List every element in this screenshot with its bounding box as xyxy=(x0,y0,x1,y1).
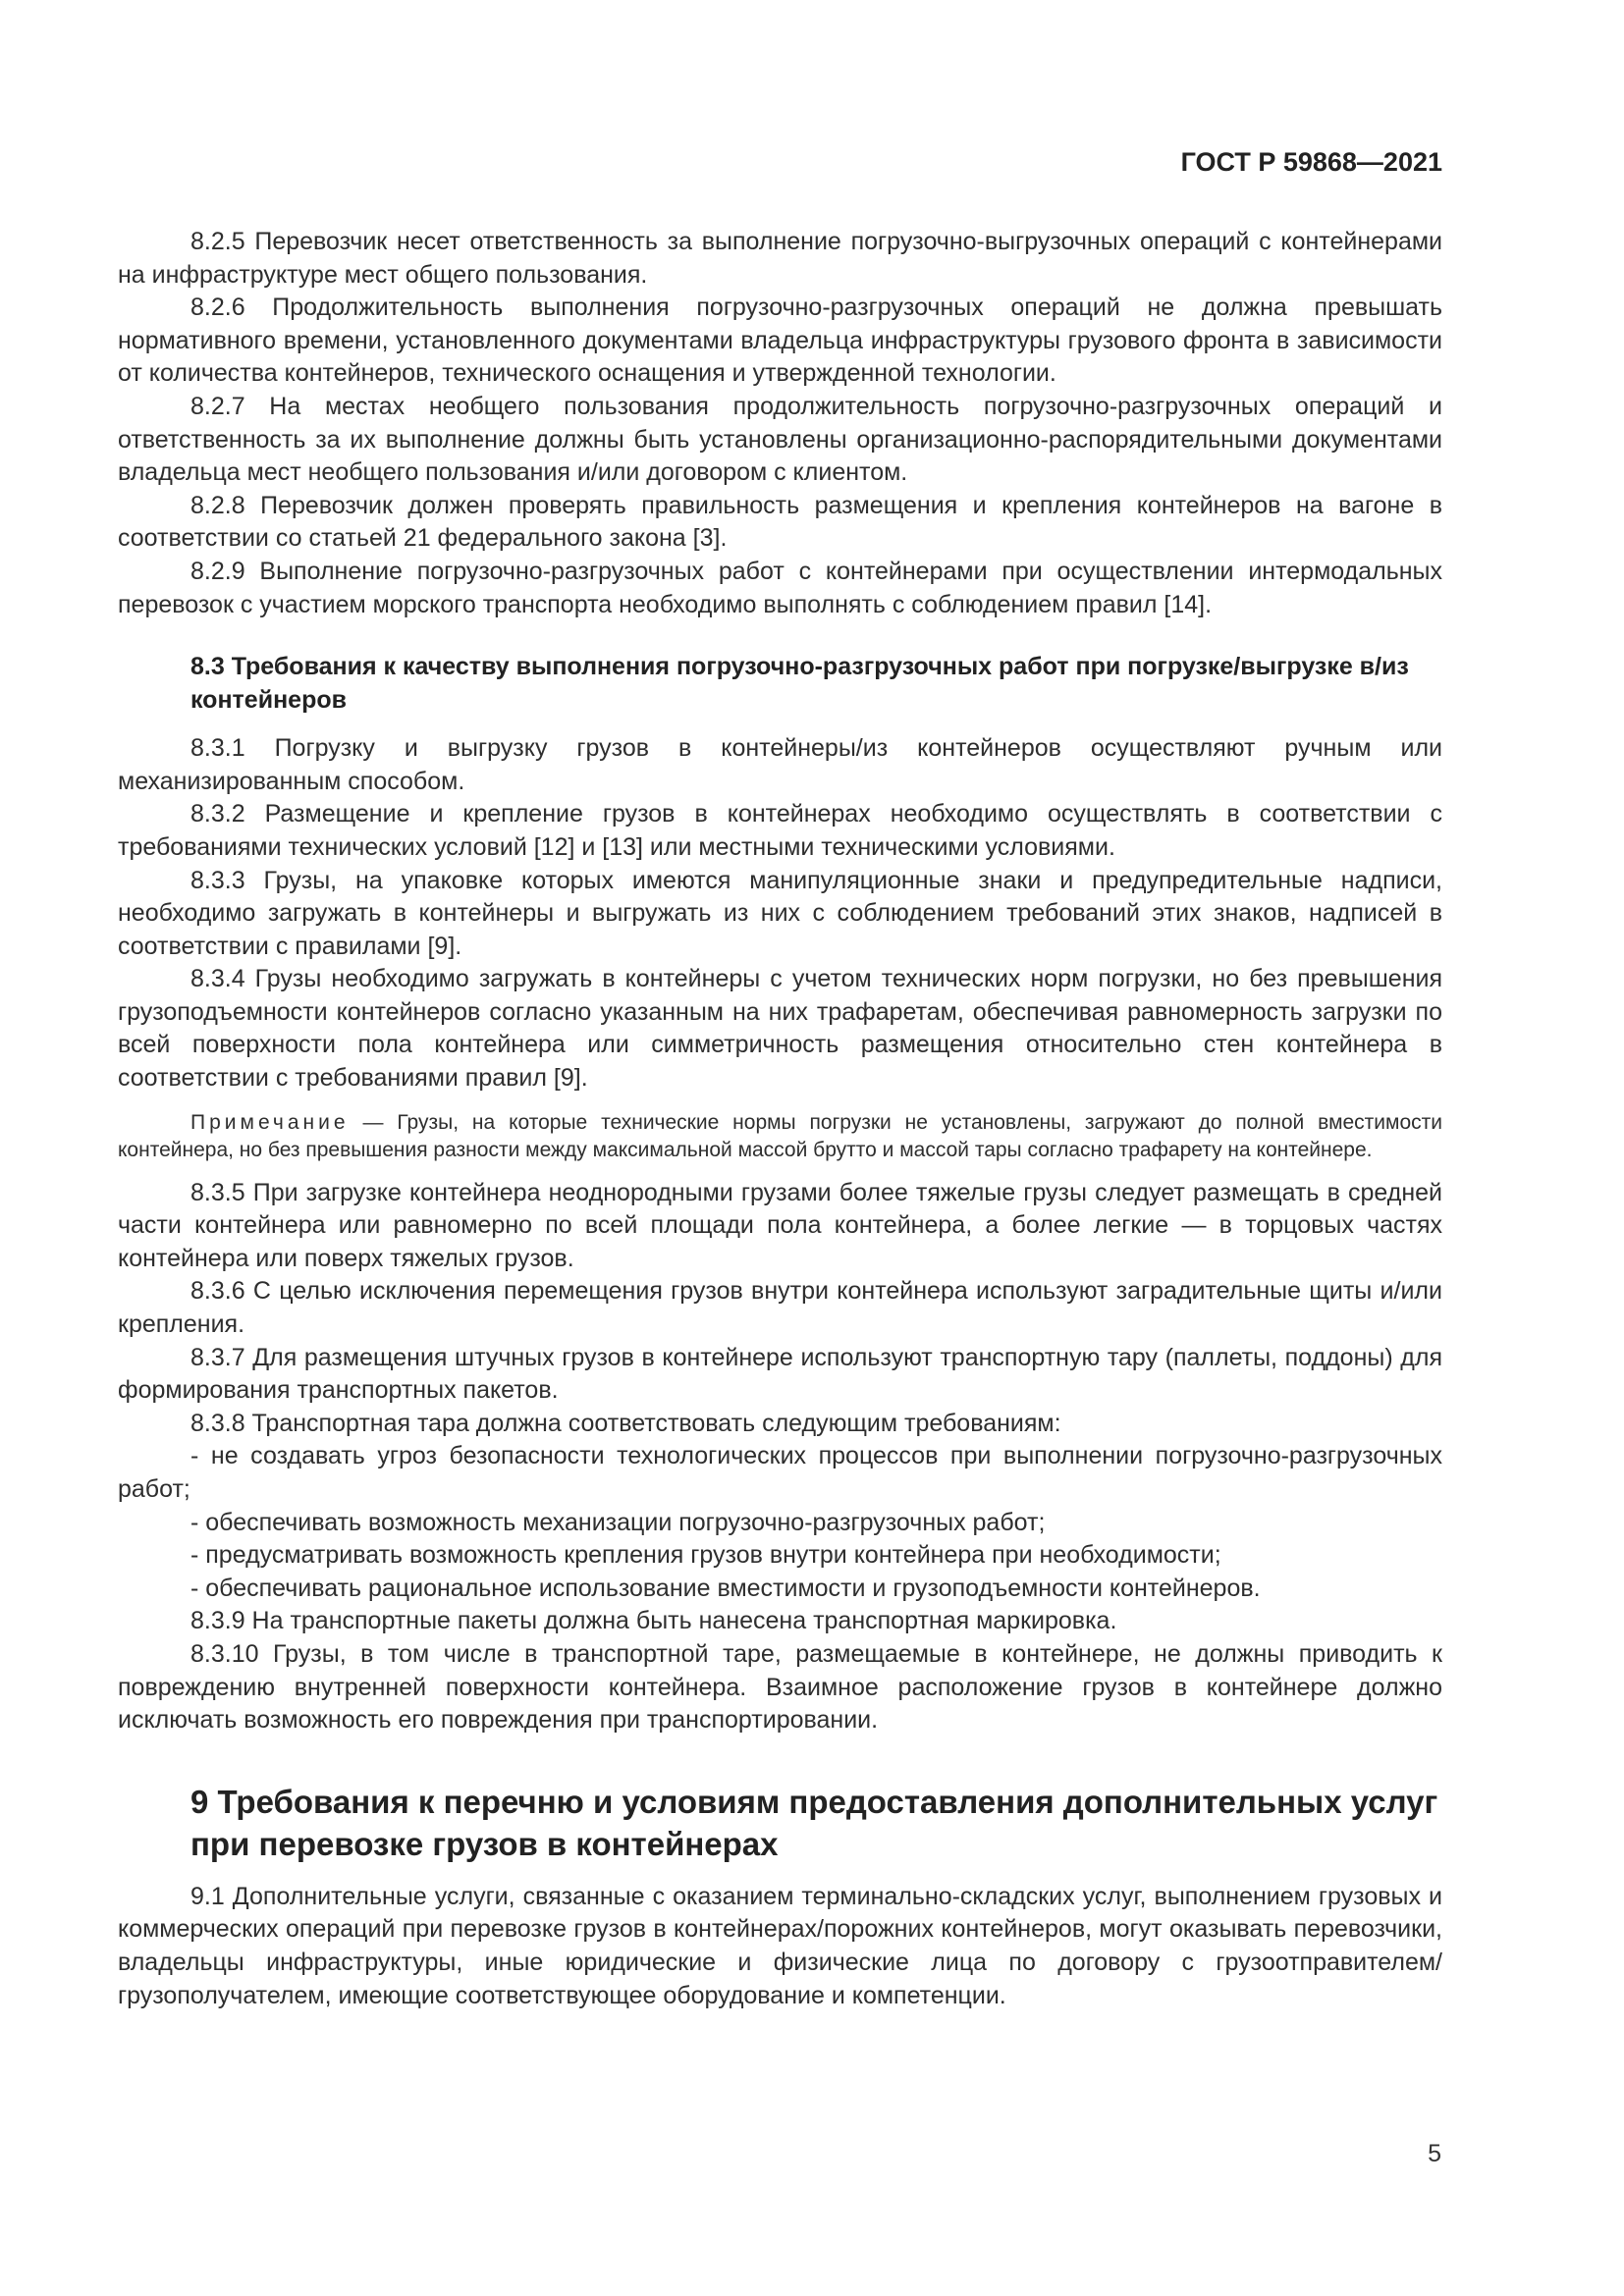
note-block xyxy=(118,1109,1442,1164)
note-label: Примечание xyxy=(190,1110,350,1134)
paragraph-8-3-8: 8.3.8 Транспортная тара должна соответствовать следующим требованиям: xyxy=(190,1409,1061,1437)
paragraph-8-3-2: 8.3.2 Размещение и крепление грузов в контейнерах необходимо осуществлять в соответствии с требованиями технических условий [12] и [13] или местными техническими условиями. xyxy=(118,800,1442,861)
page-number: 5 xyxy=(1428,2140,1441,2167)
document-code-header: ГОСТ Р 59868—2021 xyxy=(1180,147,1442,177)
paragraph-8-3-1: 8.3.1 Погрузку и выгрузку грузов в контейнеры/из контейнеров осуществляют ручным или механизированным способом. xyxy=(118,734,1442,795)
paragraph-8-3-4: 8.3.4 Грузы необходимо загружать в контейнеры с учетом технических норм погрузки, но без превышения грузоподъемности контейнеров согласно указанным на них трафаретам, обеспечивая равномерность загрузки по всей поверхности пола контейнера или симметричность размещения относительно стен контейнера в соответствии с требованиями правил [9]. xyxy=(118,965,1442,1093)
paragraph-group-9 xyxy=(118,1881,1442,2012)
paragraph-8-2-5: 8.2.5 Перевозчик несет ответственность за выполнение погрузочно-выгрузочных операций с контейнерами на инфраструктуре мест общего пользования. xyxy=(118,228,1442,289)
paragraph-9-1: 9.1 Дополнительные услуги, связанные с оказанием терминально-складских услуг, выполнением грузовых и коммерческих операций при перевозке грузов в контейнерах/порожних контейнеров, могут оказывать перевозчики, владельцы инфраструктуры, иные юридические и физические лица по договору с грузоотправителем/грузополучателем, имеющие соответствующее оборудование и компетенции. xyxy=(118,1882,1442,2009)
subheading-8-3: 8.3 Требования к качеству выполнения погрузочно-разгрузочных работ при погрузке/выгрузке в/из контейнеров xyxy=(190,653,1409,715)
paragraph-8-2-8: 8.2.8 Перевозчик должен проверять правильность размещения и крепления контейнеров на вагоне в соответствии со статьей 21 федерального закона [3]. xyxy=(118,491,1442,553)
document-body xyxy=(118,226,1442,2012)
paragraph-group-8-2 xyxy=(118,226,1442,621)
section-heading-9: 9 Требования к перечню и условиям предоставления дополнительных услуг при перевозке грузов в контейнерах xyxy=(190,1783,1438,1862)
paragraph-8-2-7: 8.2.7 На местах необщего пользования продолжительность погрузочно-разгрузочных операций и ответственность за их выполнение должны быть установлены организационно-распорядительными документами владельца мест необщего пользования и/или договором с клиентом. xyxy=(118,392,1442,487)
paragraph-8-2-6: 8.2.6 Продолжительность выполнения погрузочно-разгрузочных операций не должна превышать нормативного времени, установленного документами владельца инфраструктуры грузового фронта в зависимости от количества контейнеров, технического оснащения и утвержденной технологии. xyxy=(118,294,1442,388)
list-item: - обеспечивать рациональное использование вместимости и грузоподъемности контейнеров. xyxy=(190,1574,1261,1602)
note-text: — Грузы, на которые технические нормы погрузки не установлены, загружают до полной вместимости контейнера, но без превышения разности между максимальной массой брутто и массой тары согласно трафарету на контейнере. xyxy=(118,1110,1442,1161)
list-item: - не создавать угроз безопасности технологических процессов при выполнении погрузочно-разгрузочных работ; xyxy=(118,1442,1442,1503)
list-item: - предусматривать возможность крепления грузов внутри контейнера при необходимости; xyxy=(190,1541,1221,1570)
list-item: - обеспечивать возможность механизации погрузочно-разгрузочных работ; xyxy=(190,1508,1046,1536)
paragraph-8-3-7: 8.3.7 Для размещения штучных грузов в контейнере используют транспортную тару (паллеты, поддоны) для формирования транспортных пакетов. xyxy=(118,1343,1442,1405)
paragraph-8-3-9: 8.3.9 На транспортные пакеты должна быть нанесена транспортная маркировка. xyxy=(190,1607,1117,1635)
paragraph-group-8-3-a xyxy=(118,732,1442,1095)
paragraph-8-3-5: 8.3.5 При загрузке контейнера неоднородными грузами более тяжелые грузы следует размещать в средней части контейнера или равномерно по всей площади пола контейнера, а более легкие — в торцовых частях контейнера или поверх тяжелых грузов. xyxy=(118,1178,1442,1272)
paragraph-8-3-6: 8.3.6 С целью исключения перемещения грузов внутри контейнера используют заградительные щиты и/или крепления. xyxy=(118,1277,1442,1339)
paragraph-group-8-3-b xyxy=(118,1177,1442,1737)
paragraph-8-3-10: 8.3.10 Грузы, в том числе в транспортной таре, размещаемые в контейнере, не должны приводить к повреждению внутренней поверхности контейнера. Взаимное расположение грузов в контейнере должно исключать возможность его повреждения при транспортировании. xyxy=(118,1639,1442,1735)
paragraph-8-2-9: 8.2.9 Выполнение погрузочно-разгрузочных работ с контейнерами при осуществлении интермодальных перевозок с участием морского транспорта необходимо выполнять с соблюдением правил [14]. xyxy=(118,557,1442,618)
paragraph-8-3-3: 8.3.3 Грузы, на упаковке которых имеются манипуляционные знаки и предупредительные надписи, необходимо загружать в контейнеры и выгружать из них с соблюдением требований этих знаков, надписей в соответствии с правилами [9]. xyxy=(118,866,1442,960)
